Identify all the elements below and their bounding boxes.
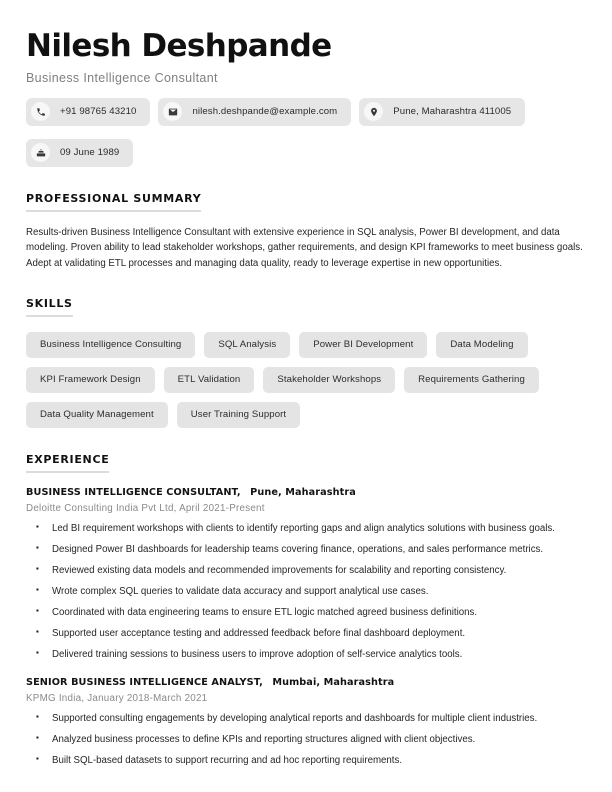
- job-employer-dates: Deloitte Consulting India Pvt Ltd, April 2021-Present: [26, 502, 265, 514]
- job-bullet: ▪ Analyzed business processes to define KPIs and reporting structures aligned with client objectives.: [52, 733, 586, 748]
- job-title-row: [26, 487, 586, 498]
- contact-chip-phone[interactable]: [26, 98, 150, 126]
- section-divider: [26, 210, 201, 212]
- contact-email-text: nilesh.deshpande@example.com: [192, 106, 338, 118]
- skill-chip: Data Quality Management: [26, 402, 168, 428]
- email-icon: [163, 102, 182, 121]
- job-location: Mumbai, Maharashtra: [272, 676, 395, 688]
- section-skills: [26, 294, 586, 428]
- experience-entry: [26, 487, 586, 663]
- job-title-row: [26, 677, 586, 688]
- candidate-headline: Business Intelligence Consultant: [26, 70, 218, 85]
- job-title: BUSINESS INTELLIGENCE CONSULTANT,: [26, 486, 241, 498]
- skill-chip: Business Intelligence Consulting: [26, 332, 195, 358]
- section-title-skills: SKILLS: [26, 296, 73, 310]
- job-bullet: ▪ Reviewed existing data models and recommended improvements for scalability and reporting consistency.: [52, 564, 586, 579]
- contact-phone-text: +91 98765 43210: [60, 106, 137, 118]
- skill-chip: Data Modeling: [436, 332, 527, 358]
- location-pin-icon: [364, 102, 383, 121]
- summary-text: Results-driven Business Intelligence Consultant with extensive experience in SQL analysis, Power BI development, and data modeling. Proven ability to lead stakeholder workshops, gather requirements, and design KPI frameworks to meet business goals. Adept at validating ETL processes and managing data quality, ready to leverage expertise in new opportunities.: [26, 226, 583, 269]
- contact-chips-second-row: [26, 139, 586, 167]
- skill-chip: KPI Framework Design: [26, 367, 155, 393]
- section-heading-skills: [26, 297, 73, 317]
- skill-chip: Stakeholder Workshops: [263, 367, 395, 393]
- skill-chip: User Training Support: [177, 402, 300, 428]
- contact-chip-email[interactable]: [158, 98, 351, 126]
- section-divider: [26, 471, 109, 473]
- job-bullet: ▪ Designed Power BI dashboards for leadership teams covering finance, operations, and sales performance metrics.: [52, 543, 586, 558]
- skills-list: [26, 332, 586, 428]
- section-heading-experience: [26, 453, 109, 473]
- skill-chip: SQL Analysis: [204, 332, 290, 358]
- job-bullet: ▪ Built SQL-based datasets to support recurring and ad hoc reporting requirements.: [52, 754, 586, 769]
- section-title-experience: EXPERIENCE: [26, 452, 110, 466]
- phone-icon: [31, 102, 50, 121]
- skill-chip: Requirements Gathering: [404, 367, 539, 393]
- job-bullet: ▪ Led BI requirement workshops with clients to identify reporting gaps and align analytics solutions with business goals.: [52, 522, 586, 537]
- contact-birthdate-text: 09 June 1989: [60, 147, 120, 159]
- contact-location-text: Pune, Maharashtra 411005: [393, 106, 512, 118]
- job-employer-dates: KPMG India, January 2018-March 2021: [26, 692, 208, 704]
- job-bullet-list: [26, 712, 586, 769]
- job-bullet: ▪ Wrote complex SQL queries to validate data accuracy and support analytical use cases.: [52, 585, 586, 600]
- job-location: Pune, Maharashtra: [250, 486, 356, 498]
- section-professional-summary: [26, 189, 586, 272]
- contact-chips: [26, 98, 586, 126]
- section-experience: [26, 450, 586, 768]
- skill-chip: Power BI Development: [299, 332, 427, 358]
- resume-header: [26, 30, 586, 167]
- job-title: SENIOR BUSINESS INTELLIGENCE ANALYST,: [26, 676, 263, 688]
- section-divider: [26, 315, 73, 317]
- job-bullet: ▪ Coordinated with data engineering teams to ensure ETL logic matched agreed business definitions.: [52, 606, 586, 621]
- birthday-cake-icon: [31, 143, 50, 162]
- skill-chip: ETL Validation: [164, 367, 255, 393]
- section-title-summary: PROFESSIONAL SUMMARY: [26, 191, 202, 205]
- job-bullet: ▪ Supported user acceptance testing and addressed feedback before final dashboard deployment.: [52, 627, 586, 642]
- contact-chip-birthdate[interactable]: [26, 139, 133, 167]
- job-bullet: ▪ Delivered training sessions to business users to improve adoption of self-service analytics tools.: [52, 648, 586, 663]
- contact-chip-location[interactable]: [359, 98, 525, 126]
- job-bullet-list: [26, 522, 586, 663]
- job-bullet: ▪ Supported consulting engagements by developing analytical reports and dashboards for multiple client industries.: [52, 712, 586, 727]
- candidate-name: Nilesh Deshpande: [26, 28, 332, 64]
- experience-entry: [26, 677, 586, 769]
- section-heading-summary: [26, 192, 201, 212]
